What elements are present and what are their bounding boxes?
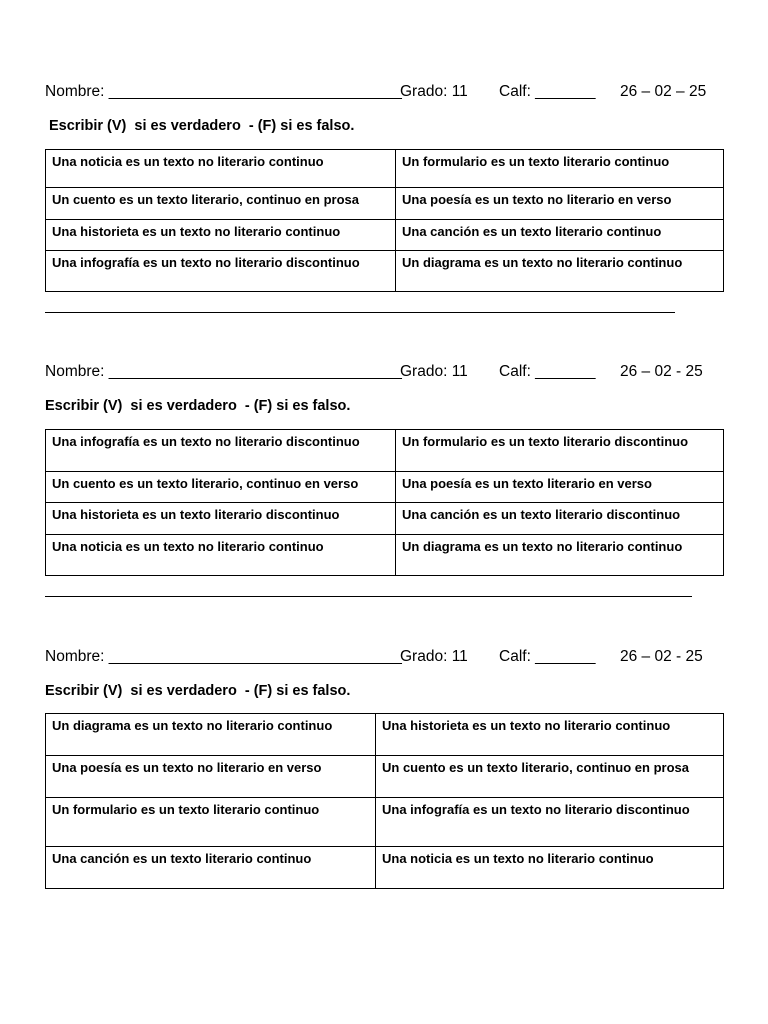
table-row [46, 535, 724, 576]
statements-table [45, 149, 724, 292]
statement-cell: Una poesía es un texto literario en verso [396, 472, 724, 503]
name-field-label: Nombre: __________________________________ [45, 648, 402, 665]
statement-cell: Una noticia es un texto no literario continuo [46, 150, 396, 188]
table-row [46, 503, 724, 535]
statement-cell: Una historieta es un texto no literario continuo [376, 714, 724, 756]
statement-cell: Una historieta es un texto literario discontinuo [46, 503, 396, 535]
statement-cell: Una infografía es un texto no literario discontinuo [46, 430, 396, 472]
statement-cell: Una canción es un texto literario continuo [46, 847, 376, 889]
instruction: Escribir (V) si es verdadero - (F) si es falso. [45, 398, 351, 414]
score-field-label: Calf: _______ [499, 83, 596, 100]
date-label: 26 – 02 - 25 [620, 648, 703, 665]
statement-cell: Un diagrama es un texto no literario continuo [396, 251, 724, 292]
instruction: Escribir (V) si es verdadero - (F) si es falso. [49, 118, 355, 134]
table-row [46, 714, 724, 756]
table-row [46, 756, 724, 798]
name-field-label: Nombre: __________________________________ [45, 83, 402, 100]
statement-cell: Una poesía es un texto no literario en verso [46, 756, 376, 798]
statements-table [45, 429, 724, 576]
statement-cell: Un cuento es un texto literario, continuo en prosa [46, 188, 396, 220]
statement-cell: Una poesía es un texto no literario en verso [396, 188, 724, 220]
statement-cell: Un cuento es un texto literario, continuo en verso [46, 472, 396, 503]
table-row [46, 150, 724, 188]
statement-cell: Una infografía es un texto no literario discontinuo [46, 251, 396, 292]
statement-cell: Una canción es un texto literario continuo [396, 220, 724, 251]
date-label: 26 – 02 - 25 [620, 363, 703, 380]
statement-cell: Una historieta es un texto no literario continuo [46, 220, 396, 251]
name-field-label: Nombre: __________________________________ [45, 363, 402, 380]
instruction: Escribir (V) si es verdadero - (F) si es falso. [45, 683, 351, 699]
statement-cell: Un formulario es un texto literario discontinuo [396, 430, 724, 472]
score-field-label: Calf: _______ [499, 648, 596, 665]
table-row [46, 220, 724, 251]
statement-cell: Un formulario es un texto literario continuo [46, 798, 376, 847]
table-row [46, 251, 724, 292]
statements-table [45, 713, 724, 889]
statement-cell: Un cuento es un texto literario, continuo en prosa [376, 756, 724, 798]
table-row [46, 188, 724, 220]
statement-cell: Un formulario es un texto literario continuo [396, 150, 724, 188]
cut-line [45, 596, 692, 597]
grade-label: Grado: 11 [400, 83, 468, 100]
statement-cell: Un diagrama es un texto no literario continuo [46, 714, 376, 756]
grade-label: Grado: 11 [400, 363, 468, 380]
table-row [46, 798, 724, 847]
statement-cell: Una infografía es un texto no literario discontinuo [376, 798, 724, 847]
table-row [46, 472, 724, 503]
table-row [46, 847, 724, 889]
cut-line [45, 312, 675, 313]
grade-label: Grado: 11 [400, 648, 468, 665]
statement-cell: Una noticia es un texto no literario continuo [46, 535, 396, 576]
statement-cell: Una canción es un texto literario discontinuo [396, 503, 724, 535]
score-field-label: Calf: _______ [499, 363, 596, 380]
table-row [46, 430, 724, 472]
statement-cell: Una noticia es un texto no literario continuo [376, 847, 724, 889]
statement-cell: Un diagrama es un texto no literario continuo [396, 535, 724, 576]
date-label: 26 – 02 – 25 [620, 83, 707, 100]
